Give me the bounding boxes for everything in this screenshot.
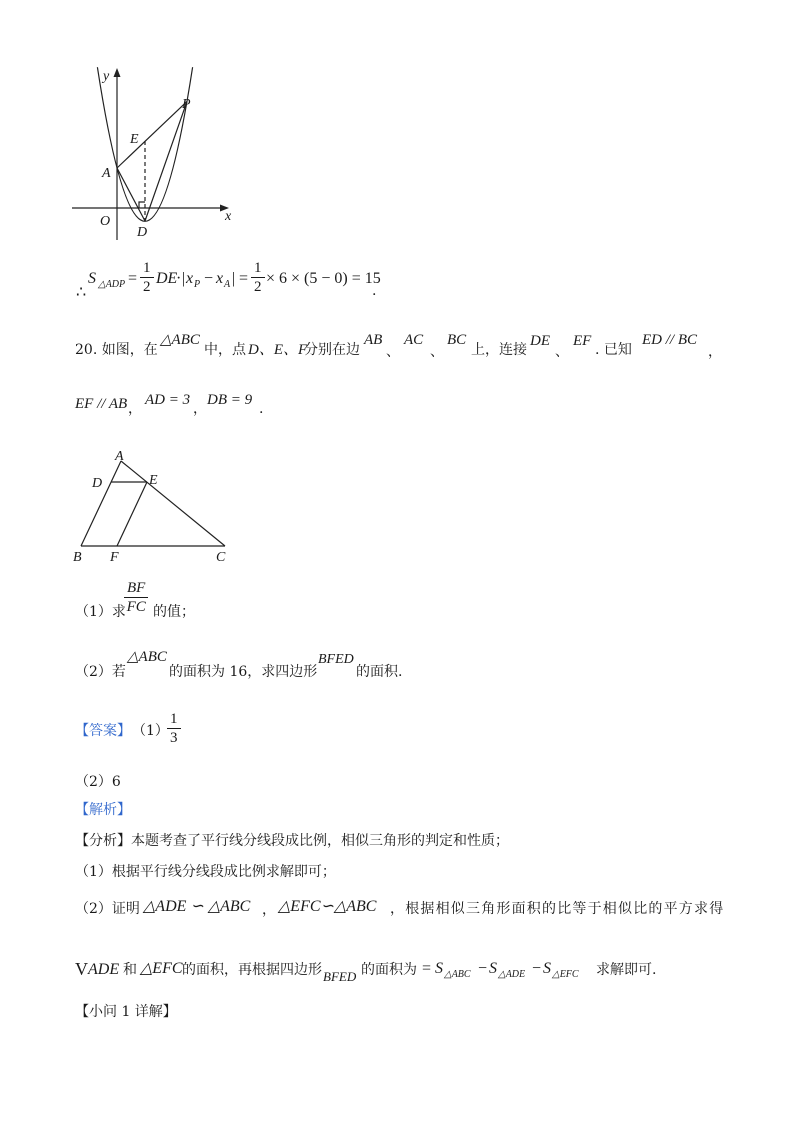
similarity-efc-abc: △EFC∽△ABC [278,898,377,915]
area-subscript-efc: △EFC [552,969,579,980]
area-subscript-ade: △ADE [498,969,526,980]
label-p: P [182,97,191,112]
condition-ad: AD = 3 [145,392,191,408]
separator: 、 [386,344,400,360]
x-p-subscript: P [194,279,201,290]
analysis-line-2-middle: 的面积，再根据四边形 [182,962,322,978]
side-bc: BC [447,332,467,348]
line-ad [117,168,145,221]
analysis-area-is: 的面积为 [361,962,417,978]
label-e: E [130,132,139,147]
area-symbol-s: S [543,960,551,977]
part-2-suffix: 的面积. [356,664,403,680]
side-ac: AC [404,332,424,348]
label-d: D [92,476,103,491]
dot-operator: · [176,270,182,287]
label-c: C [216,550,226,565]
fraction-numerator: BF [124,580,148,598]
area-symbol-s: S [489,960,497,977]
x-a: x [216,270,224,287]
question-intro: 20. 如图，在 [75,342,158,358]
fraction-denominator: 3 [170,730,178,746]
similarity-ade-abc: △ADE ∽ △ABC [143,898,251,915]
line-dp [145,101,187,221]
separator: 、 [555,344,569,360]
triangle-abc: △ABC [160,332,200,348]
equals-sign: = [422,960,432,977]
triangle-figure [60,440,240,570]
analysis-step-2-prefix: （2）证明 [75,901,140,917]
analysis-step-1: （1）根据平行线分线段成比例求解即可； [75,864,336,880]
triangle-abc: △ABC [127,649,167,665]
question-text: 分别在边 [304,342,360,358]
condition-ef-parallel-ab: EF // AB [75,396,128,412]
area-symbol-s: S [435,960,443,977]
condition-db: DB = 9 [207,392,253,408]
conjunction-and: 和 [123,962,137,978]
triangle-ade-label: ADE [88,961,120,978]
fraction-numerator: 1 [167,711,181,729]
fraction-denominator: FC [126,599,146,615]
side-ab: AB [364,332,383,348]
question-text: 上，连接 [471,342,527,358]
label-o: O [100,214,111,229]
part-1-prefix: （1）求 [75,604,126,620]
fraction-denominator: 2 [254,279,262,295]
minus-sign: − [204,270,214,287]
fraction-numerator: 1 [251,260,265,278]
analysis-tag: 【解析】 [75,802,131,818]
answer-part-2: （2）6 [75,774,121,790]
x-p: x [186,270,194,287]
parabola-figure [60,55,240,245]
label-d: D [137,225,148,240]
comma: ， [262,902,276,918]
analysis-step-2-rest: ，根据相似三角形面积的比等于相似比的平方求得 [390,901,725,917]
label-f: F [110,550,119,565]
analysis-summary: 【分析】本题考查了平行线分线段成比例，相似三角形的判定和性质； [75,833,509,849]
period: . [259,401,264,417]
abs-right-bar: | [232,270,236,287]
area-symbol-s: S [88,270,96,287]
part-1-suffix: 的值； [153,604,195,620]
label-e: E [149,473,158,488]
question-text: . 已知 [595,342,632,358]
formula-tail: × 6 × (5 − 0) = 15 [266,270,381,287]
triangle-efc: △EFC [140,960,183,977]
label-x: x [225,209,232,224]
answer-part-1-label: （1） [132,723,169,739]
part-2-middle: 的面积为 16，求四边形 [169,664,318,680]
label-a: A [102,166,111,181]
minus-sign: − [532,960,542,977]
part-2-prefix: （2）若 [75,664,126,680]
segment-ef: EF [573,333,592,349]
fraction-one-half [140,260,154,295]
side-ab-line [81,461,121,546]
quadrilateral-bfed: BFED [318,652,354,667]
equals-sign: = [239,270,249,287]
fraction-one-half [251,260,265,295]
condition-ed-parallel-bc: ED // BC [642,332,697,348]
equals-sign: = [128,270,138,287]
fraction-denominator: 2 [143,279,151,295]
points-def: D、E、F [248,342,308,358]
quadrilateral-bfed: BFED [323,969,357,984]
fraction-bf-over-fc [124,580,148,615]
right-angle-mark [139,202,145,208]
therefore-symbol: ∴ [76,282,87,301]
subquestion-1-heading: 【小问 1 详解】 [75,1004,177,1020]
y-axis-arrow-icon [114,68,121,77]
minus-sign: − [478,960,488,977]
x-a-subscript: A [224,279,231,290]
comma: ， [193,401,207,417]
comma: ， [128,401,142,417]
area-subscript: △ADP [98,279,126,290]
separator: 、 [430,344,444,360]
abs-left-bar: | [182,270,186,287]
fraction-numerator: 1 [140,260,154,278]
symbol-v: V [75,959,88,979]
comma: ， [708,344,722,360]
label-y: y [103,69,110,84]
area-subscript-abc: △ABC [444,969,471,980]
analysis-line-2-end: 求解即可. [596,962,657,978]
segment-de: DE [156,270,178,287]
question-text: 中，点 [204,342,246,358]
segment-ef-line [117,482,147,546]
label-a: A [115,449,124,464]
formula-period: . [372,283,377,299]
segment-de: DE [530,333,550,349]
fraction-one-third [167,711,181,746]
answer-tag: 【答案】 [75,723,131,739]
label-b: B [73,550,82,565]
line-ap [117,101,187,168]
